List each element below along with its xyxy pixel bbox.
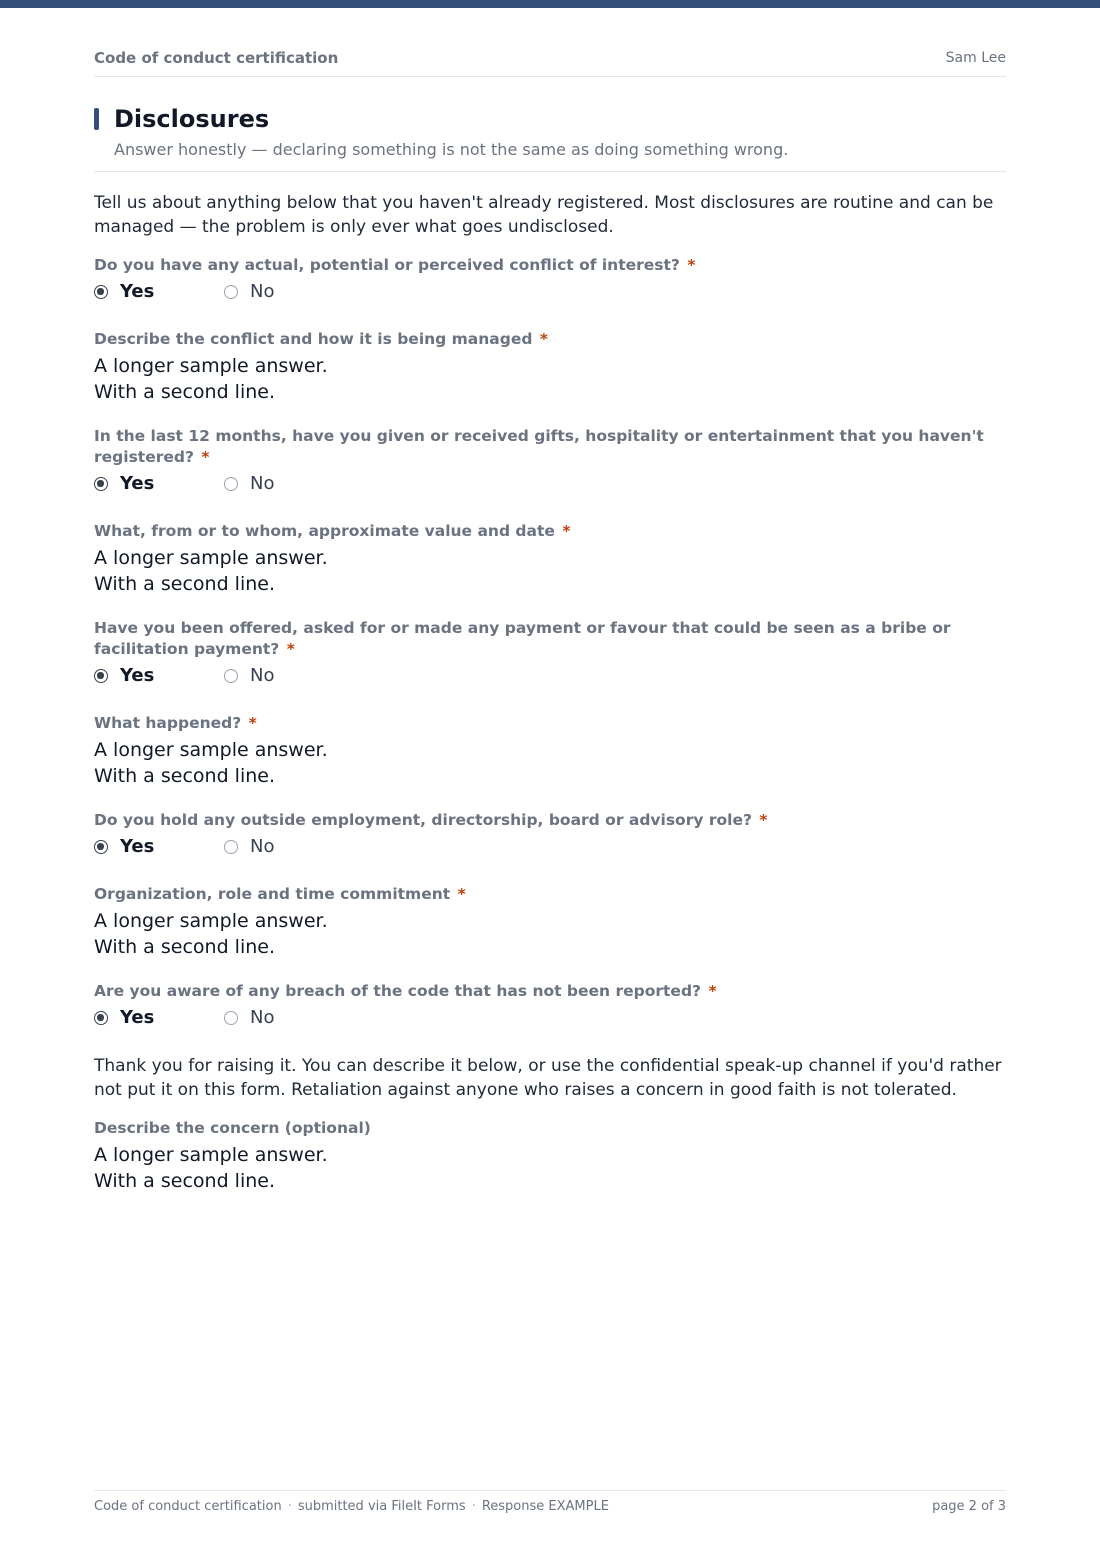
required-marker: * — [562, 522, 571, 540]
footer-separator: · — [471, 1499, 476, 1514]
required-marker: * — [457, 885, 466, 903]
question-label — [94, 713, 1006, 734]
question-label — [94, 981, 1006, 1002]
radio-group-outside-employment — [94, 836, 494, 858]
question-text: Do you have any actual, potential or perceived conflict of interest? — [94, 256, 680, 274]
question-label — [94, 618, 1006, 660]
question-label — [94, 810, 1006, 831]
radio-unchecked-icon[interactable] — [224, 477, 238, 491]
page-number: page 2 of 3 — [932, 1499, 1006, 1514]
section-header — [94, 106, 1006, 172]
question-text: In the last 12 months, have you given or received gifts, hospitality or entertainment that you haven't registered? — [94, 427, 984, 466]
radio-label: No — [250, 473, 275, 494]
required-marker: * — [687, 256, 696, 274]
question-label — [94, 521, 1006, 542]
top-accent-bar — [0, 0, 1100, 8]
footer-response-id: Response EXAMPLE — [481, 1499, 609, 1514]
radio-group-gifts-hospitality — [94, 473, 494, 495]
required-marker: * — [248, 714, 257, 732]
radio-label: Yes — [120, 665, 155, 686]
answer-text[interactable]: A longer sample answer. With a second line. — [94, 910, 328, 958]
question-label — [94, 426, 1006, 468]
required-marker: * — [286, 640, 295, 658]
section-accent-bar — [94, 108, 99, 130]
required-marker: * — [539, 330, 548, 348]
required-marker: * — [201, 448, 210, 466]
radio-unchecked-icon[interactable] — [224, 669, 238, 683]
section-subtitle: Answer honestly — declaring something is not the same as doing something wrong. — [114, 140, 789, 159]
radio-checked-icon[interactable] — [94, 840, 108, 854]
radio-label: Yes — [120, 1007, 155, 1028]
question-label — [94, 329, 1006, 350]
radio-group-bribery — [94, 665, 494, 687]
radio-group-conflict-of-interest — [94, 281, 494, 303]
section-title: Disclosures — [114, 105, 270, 133]
radio-label: No — [250, 281, 275, 302]
question-text: What happened? — [94, 714, 242, 732]
question-text: Have you been offered, asked for or made any payment or favour that could be seen as a bribe or facilitation payment? — [94, 619, 951, 658]
answer-text[interactable]: A longer sample answer. With a second line. — [94, 739, 328, 787]
radio-label: No — [250, 1007, 275, 1028]
question-text: Organization, role and time commitment — [94, 885, 451, 903]
radio-label: Yes — [120, 836, 155, 857]
speak-up-note: Thank you for raising it. You can describe it below, or use the confidential speak-up channel if you'd rather not put it on this form. Retaliation against anyone who raises a concern in good faith is not tolerated. — [94, 1056, 1002, 1100]
required-marker: * — [759, 811, 768, 829]
radio-group-unreported-breach — [94, 1007, 494, 1029]
concern-label: Describe the concern (optional) — [94, 1119, 371, 1137]
radio-unchecked-icon[interactable] — [224, 285, 238, 299]
radio-unchecked-icon[interactable] — [224, 840, 238, 854]
radio-unchecked-icon[interactable] — [224, 1011, 238, 1025]
radio-checked-icon[interactable] — [94, 1011, 108, 1025]
question-text: Do you hold any outside employment, directorship, board or advisory role? — [94, 811, 752, 829]
page-footer — [94, 1490, 1006, 1521]
footer-info — [94, 1499, 609, 1514]
user-name: Sam Lee — [945, 50, 1006, 66]
question-text: What, from or to whom, approximate value and date — [94, 522, 555, 540]
radio-checked-icon[interactable] — [94, 285, 108, 299]
footer-submitted-via: submitted via FileIt Forms — [297, 1499, 466, 1514]
radio-checked-icon[interactable] — [94, 477, 108, 491]
answer-text[interactable]: A longer sample answer. With a second line. — [94, 547, 328, 595]
answer-text[interactable]: A longer sample answer. With a second line. — [94, 355, 328, 403]
radio-label: No — [250, 665, 275, 686]
footer-separator: · — [287, 1499, 292, 1514]
question-text: Are you aware of any breach of the code that has not been reported? — [94, 982, 702, 1000]
question-label — [94, 884, 1006, 905]
form-title: Code of conduct certification — [94, 49, 339, 67]
question-text: Describe the conflict and how it is being managed — [94, 330, 533, 348]
radio-label: No — [250, 836, 275, 857]
footer-form-name: Code of conduct certification — [94, 1499, 282, 1514]
page-header — [94, 48, 1006, 77]
radio-checked-icon[interactable] — [94, 669, 108, 683]
radio-label: Yes — [120, 281, 155, 302]
question-label — [94, 255, 1006, 276]
radio-label: Yes — [120, 473, 155, 494]
concern-answer-text[interactable]: A longer sample answer. With a second line. — [94, 1144, 328, 1192]
required-marker: * — [708, 982, 717, 1000]
intro-text: Tell us about anything below that you haven't already registered. Most disclosures are routine and can be managed — the problem is only ever what goes undisclosed. — [94, 193, 994, 237]
